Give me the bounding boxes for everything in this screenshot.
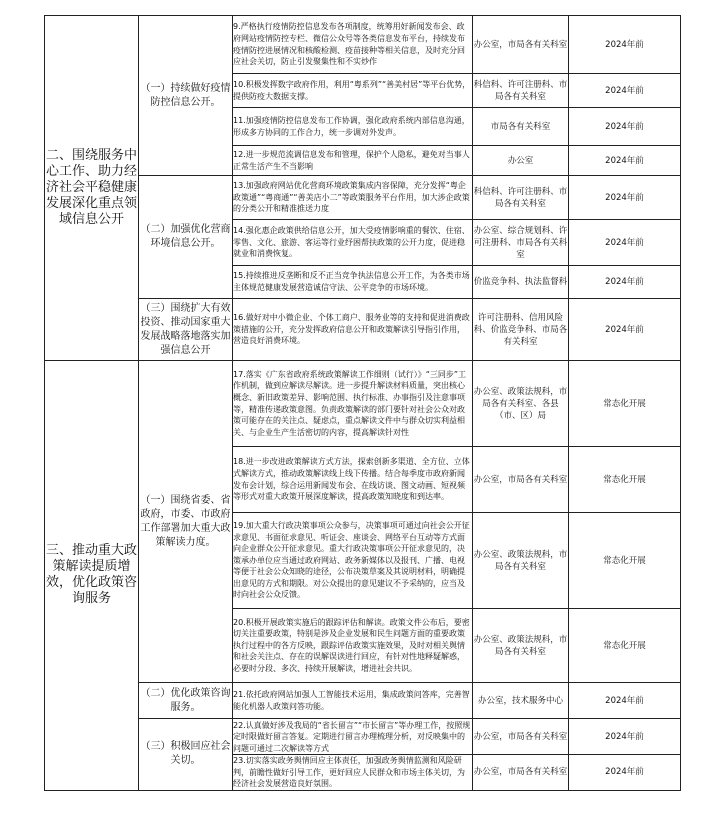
deadline: 2024年前 [569, 266, 681, 299]
table-row [45, 299, 681, 361]
deadline: 常态化开展 [569, 447, 681, 513]
section-title: 二、围绕服务中心工作、助力经济社会平稳健康发展深化重点领域信息公开 [45, 16, 139, 361]
deadline: 常态化开展 [569, 609, 681, 683]
task-text: 20.积极开展政策实施后的跟踪评估和解读。政策文件公布后，要密切关注重要政策，特别是涉及企业发展和民生问题方面的重要政策执行过程中的各方反映，跟踪评估政策实施效果，及时对相关舆情和社会关注点、存在的误解误读进行回应，有针对性地释疑解惑，必要时分段、多次、持续开展解读，增进社会共识。 [233, 609, 473, 683]
table-row [45, 176, 681, 220]
subsection-title: （二）加强优化营商环境信息公开。 [139, 176, 233, 299]
deadline: 2024年前 [569, 146, 681, 176]
task-text: 9.严格执行疫情防控信息发布各项制度，统筹用好新闻发布会、政府网站疫情防控专栏、微信公众号等各类信息发布平台，持续发布疫情防控进展情况和核酸检测、疫苗接种等相关信息，及时充分回应社会关切，防止引发聚集性和不实炒作 [233, 16, 473, 74]
subsection-title: （三）围绕扩大有效投资、推动国家重大发展战略落地落实加强信息公开 [139, 299, 233, 361]
responsible-dept: 科信科、许可注册科、市局各有关科室 [473, 74, 569, 108]
task-text: 11.加强疫情防控信息发布工作协调，强化政府系统内部信息沟通，形成多方协同的工作合力，统一步调对外发声。 [233, 108, 473, 146]
responsible-dept: 办公室、综合规划科、许可注册科、市局各有关科室 [473, 220, 569, 266]
responsible-dept: 价监竞争科、执法监督科 [473, 266, 569, 299]
task-text: 17.落实《广东省政府系统政策解读工作细则（试行）》“三同步”工作机制，做到应解读尽解读。进一步提升解读材料质量，突出核心概念、新旧政策差异、影响范围、执行标准、办事指引及注意事项等，精准传递政策意图。负责政策解读的部门要针对社会公众对政策可能存在的关注点、疑虑点，重点解读文件中与群众切实利益相关、与企业生产生活密切的内容，提高解读针对性 [233, 361, 473, 447]
subsection-title: （二）优化政策咨询服务。 [139, 683, 233, 719]
table-row [45, 16, 681, 74]
responsible-dept: 许可注册科、信用风险科、价监竞争科、市局各有关科室 [473, 299, 569, 361]
table-row [45, 719, 681, 755]
task-text: 21.依托政府网站加强人工智能技术运用，集成政策问答库，完善智能化机器人政策问答功能。 [233, 683, 473, 719]
responsible-dept: 办公室，市局各有关科室 [473, 16, 569, 74]
deadline: 2024年前 [569, 755, 681, 791]
responsible-dept: 办公室，市局各有关科室 [473, 719, 569, 755]
task-text: 14.强化惠企政策供给信息公开，加大受疫情影响重的餐饮、住宿、零售、文化、旅游、客运等行业纾困帮扶政策的公开力度，促进稳就业和消费恢复。 [233, 220, 473, 266]
task-text: 12.进一步规范流调信息发布和管理，保护个人隐私，避免对当事人正常生活产生不当影响 [233, 146, 473, 176]
deadline: 2024年前 [569, 176, 681, 220]
task-text: 19.加大重大行政决策事项公众参与，决策事项可通过向社会公开征求意见、书面征求意见、听证会、座谈会、网络平台互动等方式面向企业群众公开征求意见。重大行政决策事项公开征求意见的，决策承办单位应当通过政府网站、政务新媒体以及报刊、广播、电视等便于社会公众知晓的途径，公布决策草案及其说明材料，明确提出意见的方式和期限。对公众提出的意见建议不予采纳的，应当及时向社会公众反馈。 [233, 513, 473, 609]
task-text: 18.进一步改进政策解读方式方法，探索创新多渠道、全方位、立体式解读方式，推动政策解读线上线下传播。结合每季度市政府新闻发布会计划，综合运用新闻发布会、在线访谈、图文动画、短视频等形式对重大政策开展深度解读，提高政策知晓度和到达率。 [233, 447, 473, 513]
task-text: 13.加强政府网站优化营商环境政策集成内容保障，充分发挥“粤企政策通”“粤商通”“善美店小二”等政策服务平台作用，加大涉企政策的分类公开和精准推送力度 [233, 176, 473, 220]
responsible-dept: 办公室，市局各有关科室 [473, 447, 569, 513]
responsible-dept: 办公室、政策法规科，市局各有关科室 [473, 609, 569, 683]
deadline: 常态化开展 [569, 513, 681, 609]
table-row [45, 361, 681, 447]
responsible-dept: 办公室 [473, 146, 569, 176]
section-title: 三、推动重大政策解读提质增效，优化政策咨询服务 [45, 361, 139, 791]
task-text: 16.做好对中小微企业、个体工商户、服务业等的支持和促进消费政策措施的公开，充分发挥政府信息公开和政策解读引导指引作用，营造良好消费环境。 [233, 299, 473, 361]
responsible-dept: 办公室、政策法规科，市局各有关科室 [473, 513, 569, 609]
deadline: 2024年前 [569, 74, 681, 108]
responsible-dept: 科信科、许可注册科、市局各有关科室 [473, 176, 569, 220]
task-text: 23.切实落实政务舆情回应主体责任，加强政务舆情监测和风险研判，前瞻性做好引导工作，更好回应人民群众和市场主体关切，为经济社会发展营造良好氛围。 [233, 755, 473, 791]
subsection-title: （一）围绕省委、省政府，市委、市政府工作部署加大重大政策解读力度。 [139, 361, 233, 683]
task-text: 22.认真做好涉及我局的“省长留言”“市长留言”等办理工作，按照规定时限做好留言答复。定期进行留言办理梳理分析，对反映集中的问题可通过二次解读等方式 [233, 719, 473, 755]
responsible-dept: 市局各有关科室 [473, 108, 569, 146]
subsection-title: （三）积极回应社会关切。 [139, 719, 233, 791]
responsible-dept: 办公室、政策法规科，市局各有关科室、各县（市、区）局 [473, 361, 569, 447]
deadline: 2024年前 [569, 719, 681, 755]
deadline: 2024年前 [569, 16, 681, 74]
subsection-title: （一）持续做好疫情防控信息公开。 [139, 16, 233, 176]
responsible-dept: 办公室，技术服务中心 [473, 683, 569, 719]
task-text: 10.积极发挥数字政府作用，利用“粤系列”“善美村居”等平台优势，提供防疫大数据支撑。 [233, 74, 473, 108]
deadline: 常态化开展 [569, 361, 681, 447]
deadline: 2024年前 [569, 299, 681, 361]
task-text: 15.持续推进反垄断和反不正当竞争执法信息公开工作，为各类市场主体规范健康发展营造诚信守法、公平竞争的市场环境。 [233, 266, 473, 299]
responsible-dept: 办公室，市局各有关科室 [473, 755, 569, 791]
work-plan-table [44, 15, 681, 791]
deadline: 2024年前 [569, 220, 681, 266]
table-row [45, 683, 681, 719]
deadline: 2024年前 [569, 108, 681, 146]
deadline: 2024年前 [569, 683, 681, 719]
